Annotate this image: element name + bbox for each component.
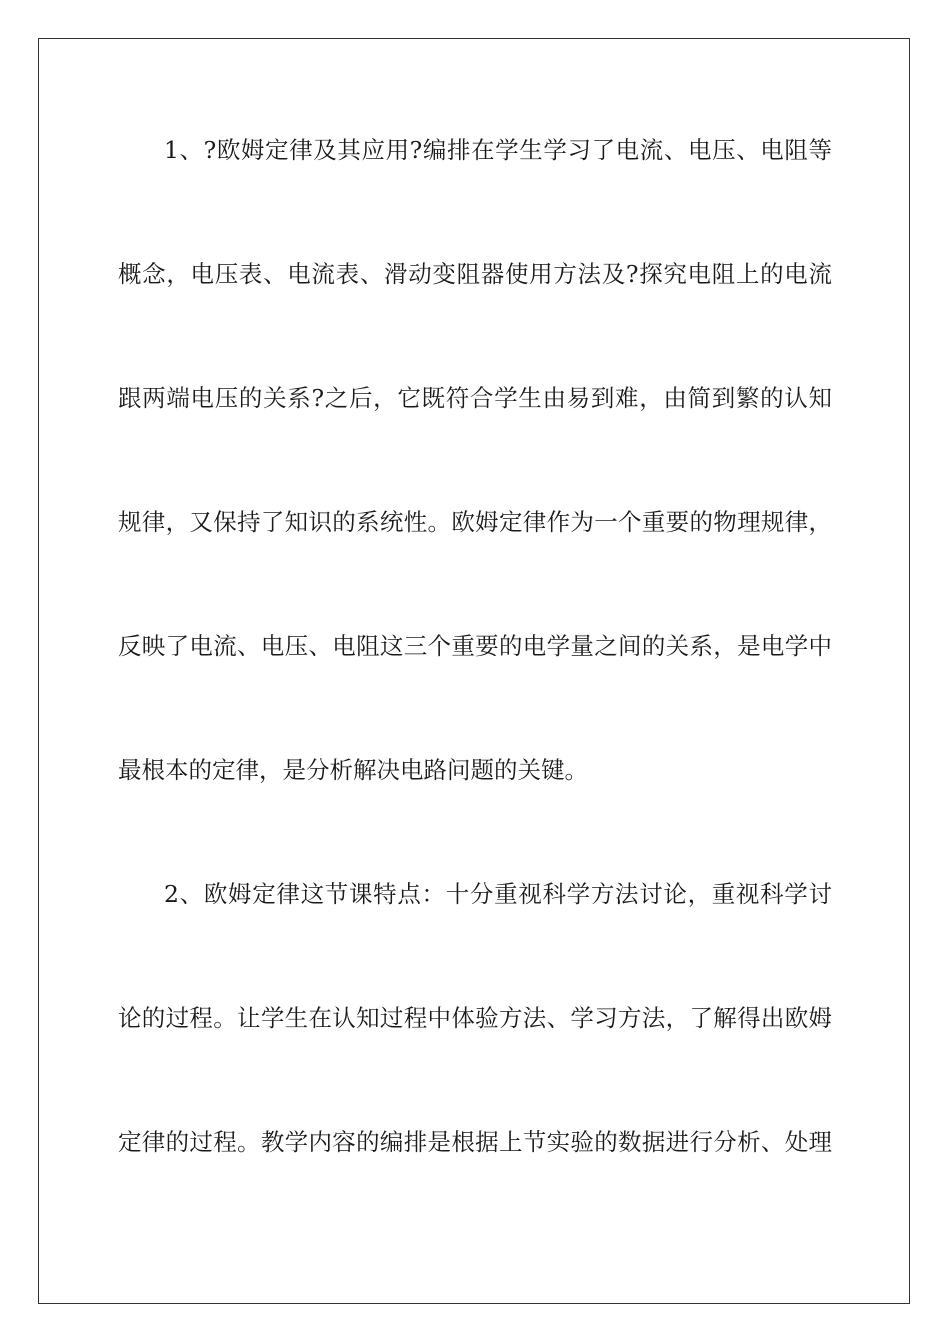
paragraph-2-line-3: 定律的过程。教学内容的编排是根据上节实验的数据进行分析、处理 bbox=[118, 1128, 832, 1156]
paragraph-1-line-5: 反映了电流、电压、电阻这三个重要的电学量之间的关系，是电学中 bbox=[118, 632, 832, 660]
paragraph-2-line-1: 2、欧姆定律这节课特点：十分重视科学方法讨论，重视科学讨 bbox=[164, 880, 832, 908]
paragraph-1-line-3: 跟两端电压的关系?之后，它既符合学生由易到难，由简到繁的认知 bbox=[118, 384, 832, 412]
paragraph-1-line-6: 最根本的定律，是分析解决电路问题的关键。 bbox=[118, 756, 588, 784]
page-border bbox=[38, 38, 910, 1304]
paragraph-1-line-2: 概念，电压表、电流表、滑动变阻器使用方法及?探究电阻上的电流 bbox=[118, 260, 832, 288]
paragraph-1-line-1: 1、?欧姆定律及其应用?编排在学生学习了电流、电压、电阻等 bbox=[164, 136, 832, 164]
paragraph-1-line-4: 规律，又保持了知识的系统性。欧姆定律作为一个重要的物理规律， bbox=[118, 508, 832, 536]
paragraph-2-line-2: 论的过程。让学生在认知过程中体验方法、学习方法，了解得出欧姆 bbox=[118, 1004, 832, 1032]
